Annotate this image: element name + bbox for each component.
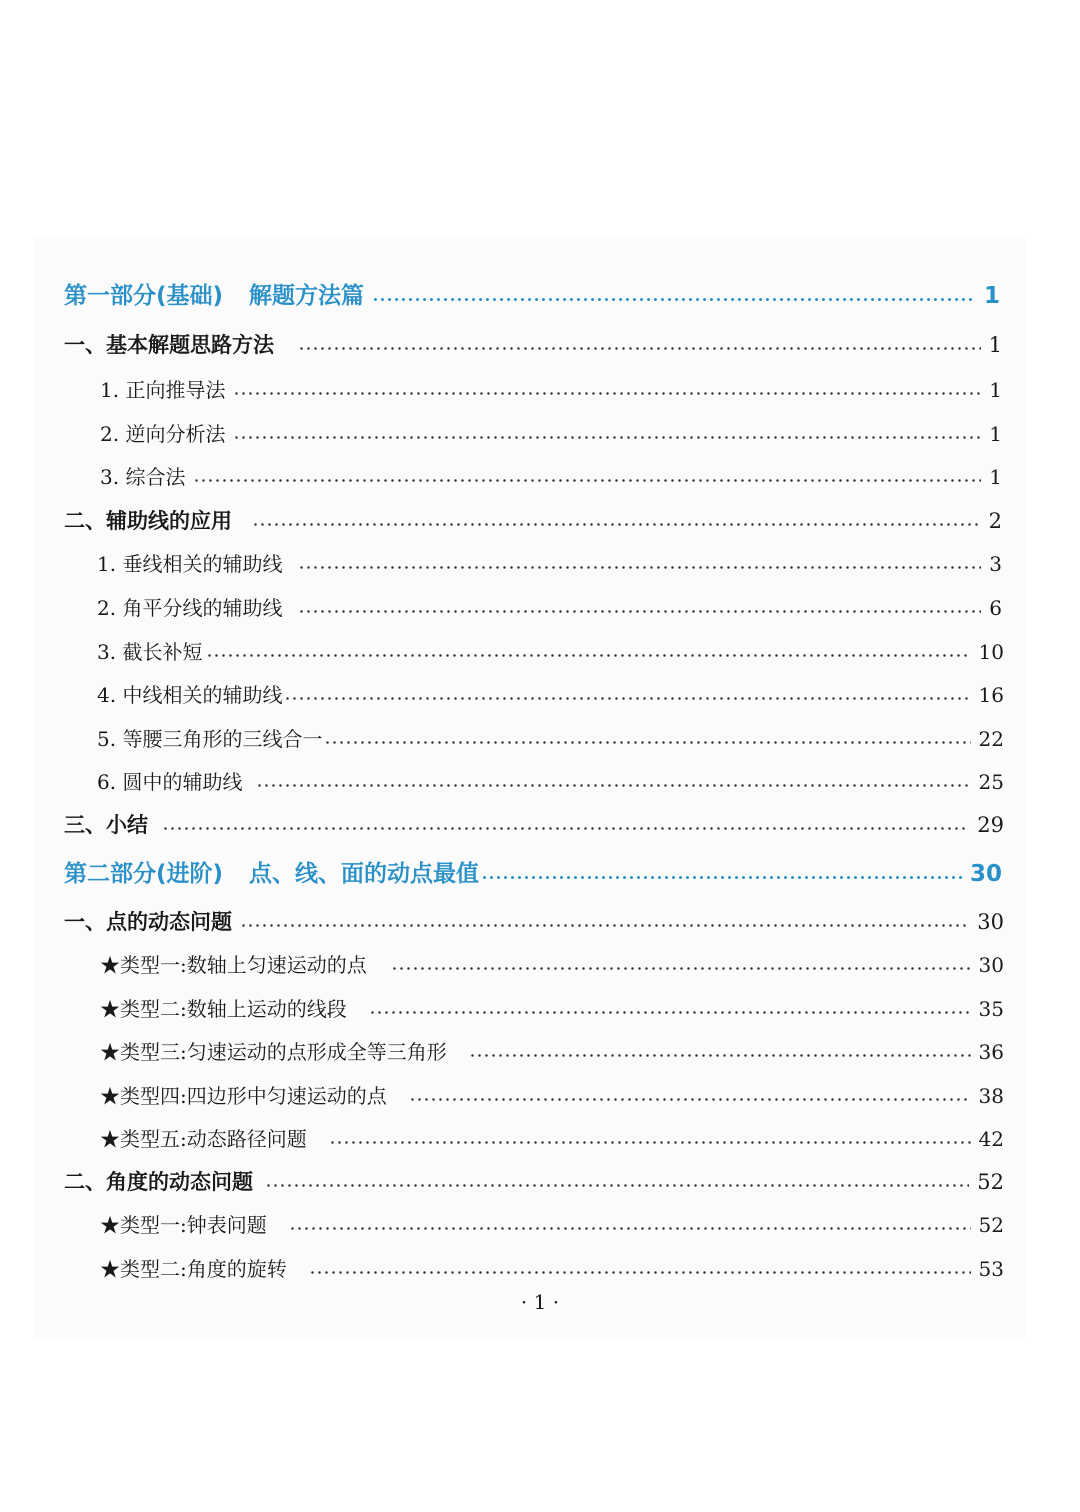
dot-leader <box>324 741 970 744</box>
toc-page-number: 30 <box>969 861 1002 887</box>
dot-leader <box>469 1054 971 1057</box>
toc-item-label: 3. 综合法 <box>100 465 186 489</box>
toc-part-1[interactable] <box>64 279 1000 313</box>
toc-page-number: 1 <box>989 465 1002 489</box>
toc-item[interactable] <box>100 1122 1004 1156</box>
toc-item[interactable] <box>100 1208 1004 1242</box>
toc-page-number: 1 <box>983 283 1000 309</box>
toc-item-label: 4. 中线相关的辅助线 <box>97 683 283 707</box>
dot-leader <box>298 610 981 613</box>
toc-item[interactable] <box>97 591 1002 625</box>
toc-page-number: 1 <box>988 333 1002 357</box>
toc-item[interactable] <box>100 1079 1004 1113</box>
dot-leader <box>284 697 970 700</box>
dot-leader <box>265 1184 969 1187</box>
toc-item-label: ★类型二:数轴上运动的线段 <box>100 997 347 1021</box>
toc-item-label: 1. 正向推导法 <box>100 378 226 402</box>
dot-leader <box>193 479 981 482</box>
toc-page-number: 16 <box>978 683 1004 707</box>
toc-page-number: 2 <box>988 509 1002 533</box>
toc-page-number: 52 <box>977 1170 1004 1194</box>
toc-item[interactable] <box>97 722 1004 756</box>
toc-page-number: 30 <box>977 910 1004 934</box>
dot-leader <box>369 1011 971 1014</box>
toc-item-label: ★类型五:动态路径问题 <box>100 1127 307 1151</box>
dot-leader <box>162 827 969 830</box>
toc-section-label: 一、点的动态问题 <box>64 910 232 934</box>
toc-page-number: 35 <box>978 997 1004 1021</box>
toc-item-label: 5. 等腰三角形的三线合一 <box>97 727 323 751</box>
dot-leader <box>481 876 962 879</box>
toc-item-label: ★类型二:角度的旋转 <box>100 1257 287 1281</box>
toc-item-label: ★类型一:数轴上匀速运动的点 <box>100 953 367 977</box>
toc-section-label: 二、角度的动态问题 <box>64 1170 253 1194</box>
toc-item[interactable] <box>100 417 1002 451</box>
toc-item[interactable] <box>100 1035 1004 1069</box>
toc-section[interactable] <box>64 328 1002 362</box>
dot-leader <box>206 654 970 657</box>
toc-part-2-title: 第二部分(进阶) 点、线、面的动点最值 <box>64 861 480 887</box>
toc-page-number: 42 <box>978 1127 1004 1151</box>
dot-leader <box>233 392 981 395</box>
toc-page-number: 25 <box>978 770 1004 794</box>
toc-page-number: 36 <box>978 1040 1004 1064</box>
toc-item-label: ★类型三:匀速运动的点形成全等三角形 <box>100 1040 447 1064</box>
toc-item-label: 3. 截长补短 <box>97 640 203 664</box>
toc-section-label: 二、辅助线的应用 <box>64 509 232 533</box>
dot-leader <box>309 1271 971 1274</box>
toc-section[interactable] <box>64 905 1004 939</box>
toc-item[interactable] <box>100 992 1004 1026</box>
toc-item-label: 2. 角平分线的辅助线 <box>97 596 283 620</box>
toc-item-label: ★类型四:四边形中匀速运动的点 <box>100 1084 387 1108</box>
toc-item-label: 6. 圆中的辅助线 <box>97 770 243 794</box>
dot-leader <box>240 924 969 927</box>
toc-item[interactable] <box>97 765 1004 799</box>
toc-item[interactable] <box>100 948 1004 982</box>
toc-item-label: 1. 垂线相关的辅助线 <box>97 552 283 576</box>
toc-item[interactable] <box>100 1252 1004 1286</box>
toc-page-number: 52 <box>978 1213 1004 1237</box>
toc-page-number: 29 <box>977 813 1004 837</box>
toc-page-number: 3 <box>989 552 1002 576</box>
footer-page-number: · 1 · <box>520 1290 560 1314</box>
toc-page-number: 22 <box>978 727 1004 751</box>
toc-page-number: 30 <box>978 953 1004 977</box>
dot-leader <box>391 967 971 970</box>
toc-section[interactable] <box>64 504 1002 538</box>
toc-item[interactable] <box>97 635 1004 669</box>
toc-page-number: 38 <box>978 1084 1004 1108</box>
toc-item[interactable] <box>100 373 1002 407</box>
toc-item[interactable] <box>97 678 1004 712</box>
toc-item-label: 2. 逆向分析法 <box>100 422 226 446</box>
dot-leader <box>256 784 970 787</box>
toc-section[interactable] <box>64 1165 1004 1199</box>
dot-leader <box>252 523 981 526</box>
dot-leader <box>298 347 981 350</box>
toc-item[interactable] <box>100 460 1002 494</box>
toc-page-number: 1 <box>989 378 1002 402</box>
toc-item-label: ★类型一:钟表问题 <box>100 1213 267 1237</box>
toc-part-2[interactable] <box>64 857 1002 891</box>
dot-leader <box>298 566 981 569</box>
dot-leader <box>233 436 981 439</box>
toc-item[interactable] <box>97 547 1002 581</box>
dot-leader <box>289 1227 971 1230</box>
toc-page-number: 1 <box>989 422 1002 446</box>
dot-leader <box>329 1141 971 1144</box>
toc-section-label: 一、基本解题思路方法 <box>64 333 274 357</box>
toc-section-label: 三、小结 <box>64 813 148 837</box>
toc-part-1-title: 第一部分(基础) 解题方法篇 <box>64 283 365 309</box>
toc-page-number: 10 <box>978 640 1004 664</box>
toc-page-number: 6 <box>989 596 1002 620</box>
toc-page-number: 53 <box>978 1257 1004 1281</box>
toc-section[interactable] <box>64 808 1004 842</box>
dot-leader <box>409 1098 971 1101</box>
dot-leader <box>372 298 976 301</box>
